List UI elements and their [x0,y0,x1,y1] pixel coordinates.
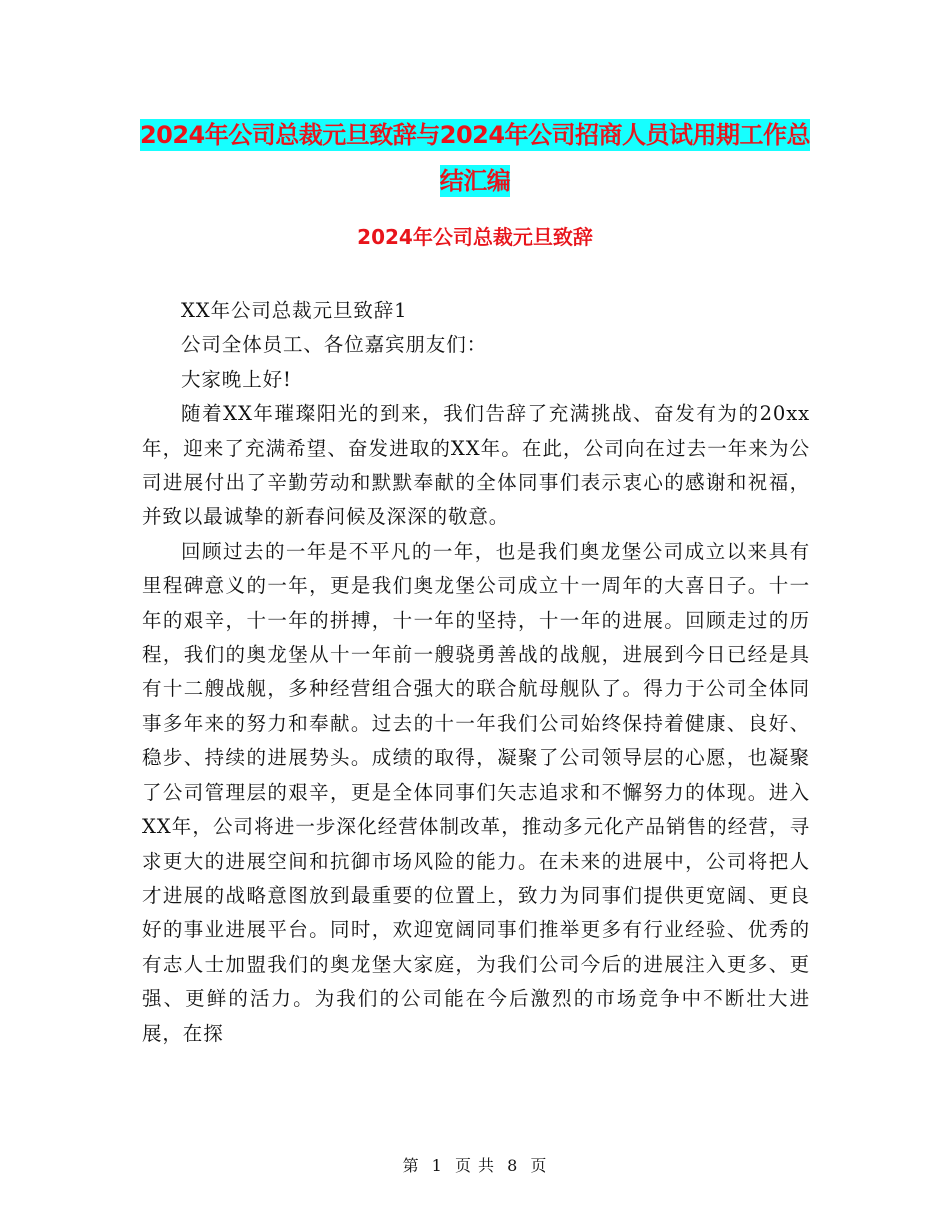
footer-mid: 页 共 [454,1156,496,1175]
paragraph-body-1: 随着XX年璀璨阳光的到来，我们告辞了充满挑战、奋发有为的20xx年，迎来了充满希望、奋发进取的XX年。在此，公司向在过去一年来为公司进展付出了辛勤劳动和默默奉献的全体同事们表示衷心的感谢和祝福，并致以最诚挚的新春问候及深深的敬意。 [142,402,810,529]
footer-prefix: 第 [402,1156,420,1175]
document-title-text: 2024年公司总裁元旦致辞与2024年公司招商人员试用期工作总结汇编 [139,121,811,195]
paragraph-body-2: 回顾过去的一年是不平凡的一年，也是我们奥龙堡公司成立以来具有里程碑意义的一年，更是我们奥龙堡公司成立十一周年的大喜日子。十一年的艰辛，十一年的拼搏，十一年的坚持，十一年的进展。回顾走过的历程，我们的奥龙堡从十一年前一艘骁勇善战的战舰，进展到今日已经是具有十二艘战舰，多种经营组合强大的联合航母舰队了。得力于公司全体同事多年来的努力和奉献。过去的十一年我们公司始终保持着健康、良好、稳步、持续的进展势头。成绩的取得，凝聚了公司领导层的心愿，也凝聚了公司管理层的艰辛，更是全体同事们矢志追求和不懈努力的体现。进入XX年，公司将进一步深化经营体制改革，推动多元化产品销售的经营，寻求更大的进展空间和抗御市场风险的能力。在未来的进展中，公司将把人才进展的战略意图放到最重要的位置上，致力为同事们提供更宽阔、更良好的事业进展平台。同时，欢迎宽阔同事们推举更多有行业经验、优秀的有志人士加盟我们的奥龙堡大家庭，为我们公司今后的进展注入更多、更强、更鲜的活力。为我们的公司能在今后激烈的市场竞争中不断壮大进展，在探 [142,539,810,1045]
section-title: 2024年公司总裁元旦致辞 [357,225,593,249]
footer-suffix: 页 [530,1156,548,1175]
paragraph-greeting: 大家晚上好! [181,367,292,391]
paragraph-salutation: 公司全体员工、各位嘉宾朋友们： [181,333,488,357]
footer-total-pages: 8 [507,1156,519,1175]
footer-current-page: 1 [431,1156,443,1175]
page-footer [0,1154,950,1178]
document-title [130,112,820,204]
document-body [142,294,810,1051]
paragraph-heading: XX年公司总裁元旦致辞1 [181,299,408,322]
